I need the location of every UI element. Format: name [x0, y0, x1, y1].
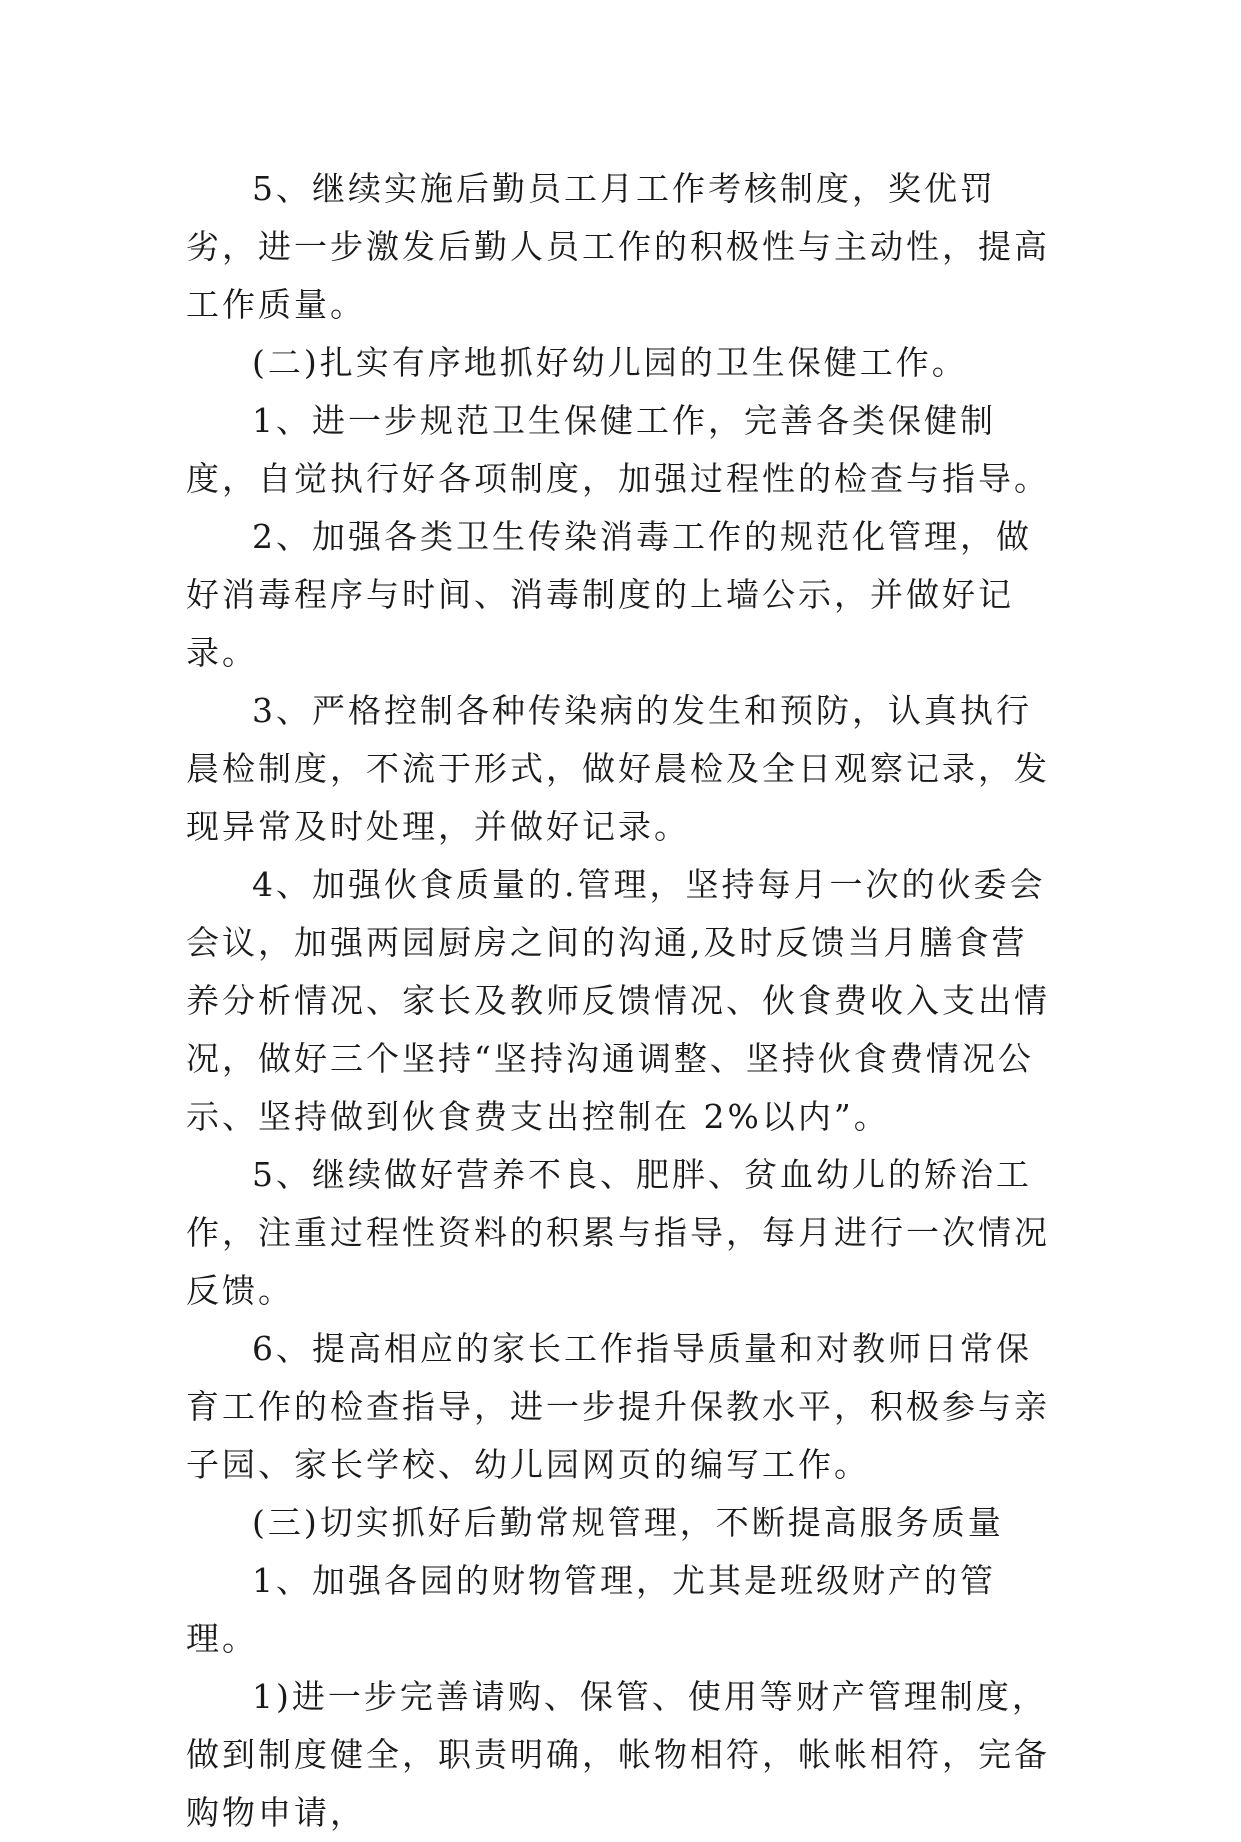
section-heading-3: (三)切实抓好后勤常规管理，不断提高服务质量 — [252, 1503, 1004, 1542]
paragraph-6: 5、继续做好营养不良、肥胖、贫血幼儿的矫治工作，注重过程性资料的积累与指导，每月进行一次情况反馈。 — [186, 1155, 1050, 1310]
paragraph-5: 4、加强伙食质量的.管理，坚持每月一次的伙委会会议，加强两园厨房之间的沟通,及时反馈当月膳食营养分析情况、家长及教师反馈情况、伙食费收入支出情况，做好三个坚持“坚持沟通调整、坚持伙食费情况公示、坚持做到伙食费支出控制在 2%以内”。 — [186, 865, 1050, 1136]
document-body — [186, 160, 1056, 1842]
paragraph-3: 2、加强各类卫生传染消毒工作的规范化管理，做好消毒程序与时间、消毒制度的上墙公示，并做好记录。 — [186, 517, 1032, 672]
paragraph-8: 1、加强各园的财物管理，尤其是班级财产的管理。 — [186, 1561, 996, 1658]
section-heading-2: (二)扎实有序地抓好幼儿园的卫生保健工作。 — [252, 343, 968, 382]
paragraph-4: 3、严格控制各种传染病的发生和预防，认真执行晨检制度，不流于形式，做好晨检及全日观察记录，发现异常及时处理，并做好记录。 — [186, 691, 1050, 846]
paragraph-2: 1、进一步规范卫生保健工作，完善各类保健制度，自觉执行好各项制度，加强过程性的检查与指导。 — [186, 401, 1050, 498]
paragraph-1: 5、继续实施后勤员工月工作考核制度，奖优罚劣，进一步激发后勤人员工作的积极性与主动性，提高工作质量。 — [186, 169, 1050, 324]
paragraph-7: 6、提高相应的家长工作指导质量和对教师日常保育工作的检查指导，进一步提升保教水平，积极参与亲子园、家长学校、幼儿园网页的编写工作。 — [186, 1329, 1050, 1484]
paragraph-9: 1)进一步完善请购、保管、使用等财产管理制度，做到制度健全，职责明确，帐物相符，帐帐相符，完备购物申请， — [186, 1677, 1050, 1832]
